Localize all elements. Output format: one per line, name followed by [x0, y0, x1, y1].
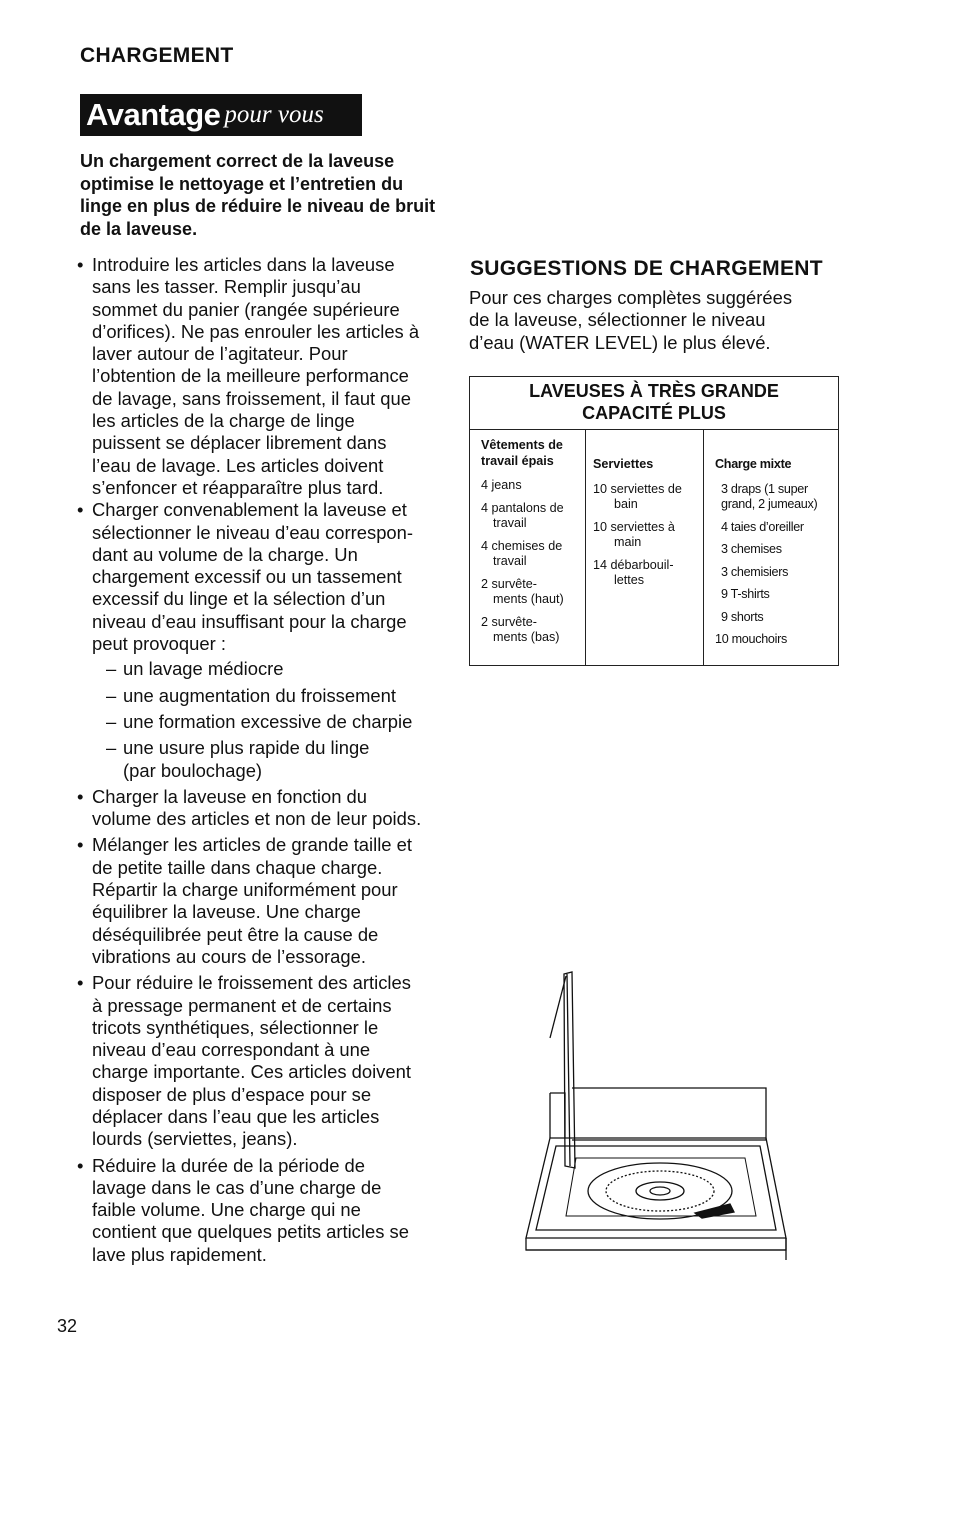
tip-4: • Mélanger les articles de grande taille et de petite taille dans chaque charge. Répartir la charge uniformément pour équilibrer la laveuse. Une charge déséquilibrée peut être la cause de vibrations au cours de l’essorage.	[74, 834, 452, 968]
consequence-3: – une formation excessive de charpie	[74, 711, 452, 733]
table-cell: 9 T-shirts	[721, 587, 770, 601]
table-cell: 10 mouchoirs	[715, 632, 787, 646]
page-number: 32	[57, 1316, 78, 1336]
tip-3: • Charger la laveuse en fonction du volume des articles et non de leur poids.	[74, 786, 452, 831]
table-cell: 4 chemises de travail	[481, 538, 563, 568]
column-header: Serviettes	[593, 457, 654, 471]
section-title: CHARGEMENT	[80, 44, 234, 67]
loading-tips-list	[74, 254, 452, 1266]
table-cell: 4 jeans	[481, 478, 522, 492]
column-header: Vêtements de travail épais	[481, 438, 563, 468]
table-cell: 2 survête- ments (bas)	[481, 614, 560, 644]
consequence-4-cont: (par boulochage)	[123, 759, 263, 781]
column-header: Charge mixte	[715, 457, 792, 471]
table-column-heavy-work-clothes	[481, 438, 581, 653]
tip-5: • Pour réduire le froissement des articles à pressage permanent et de certains tricots synthétiques, sélectionner le niveau d’eau correspondant à une charge importante. Ces articles doivent disposer de plus d’espace pour se déplacer dans l’eau que les articles lourds (serviettes, jeans).	[74, 972, 452, 1150]
advantage-badge	[80, 94, 362, 136]
table-cell: 3 draps (1 super grand, 2 jumeaux)	[721, 481, 818, 511]
tip-6: • Réduire la durée de la période de lavage dans le cas d’une charge de faible volume. Une charge qui ne contient que quelques petits articles se lave plus rapidement.	[74, 1155, 452, 1266]
table-cell: 2 survête- ments (haut)	[481, 576, 564, 606]
lead-paragraph: Un chargement correct de la laveuse optimise le nettoyage et l’entretien du linge en plus de réduire le niveau de bruit de la laveuse.	[80, 151, 436, 239]
suggestions-text: Pour ces charges complètes suggérées de la laveuse, sélectionner le niveau d’eau (WATER LEVEL) le plus élevé.	[469, 287, 793, 353]
table-column-mixed-load	[715, 457, 837, 655]
table-cell: 9 shorts	[721, 609, 764, 624]
table-column-towels	[593, 457, 701, 596]
table-cell: 3 chemisiers	[721, 564, 789, 579]
tip-2: • Charger convenablement la laveuse et sélectionner le niveau d’eau correspon- dant au volume de la charge. Un chargement excessif ou un tassement excessif du linge et la sélection d’un niveau d’eau insuffisant pour la charge peut provoquer :	[74, 499, 452, 655]
suggestions-title: SUGGESTIONS DE CHARGEMENT	[470, 257, 823, 280]
badge-subword: pour vous	[224, 101, 324, 128]
table-divider	[469, 429, 839, 430]
table-column-divider	[585, 429, 586, 666]
washer-open-lid-icon	[520, 968, 790, 1273]
table-cell: 3 chemises	[721, 542, 782, 556]
consequence-2: – une augmentation du froissement	[74, 685, 452, 707]
consequence-1: – un lavage médiocre	[74, 658, 452, 680]
badge-word: Avantage	[86, 97, 221, 132]
consequence-4: – une usure plus rapide du linge	[74, 737, 452, 759]
table-cell: 4 taies d’oreiller	[721, 519, 804, 534]
table-cell: 10 serviettes à main	[593, 519, 675, 549]
table-cell: 10 serviettes de bain	[593, 481, 682, 511]
table-column-divider	[703, 429, 704, 666]
tip-1: • Introduire les articles dans la laveuse sans les tasser. Remplir jusqu’au sommet du panier (rangée supérieure d’orifices). Ne pas enrouler les articles à laver autour de l’agitateur. Pour l’obtention de la meilleure performance de lavage, sans froissement, il faut que les articles de la charge de linge puissent se déplacer librement dans l’eau de lavage. Les articles doivent s’enfoncer et réapparaître plus tard.	[74, 254, 452, 499]
table-cell: 4 pantalons de travail	[481, 500, 564, 530]
table-cell: 14 débarbouil- lettes	[593, 557, 674, 587]
load-table-title: LAVEUSES À TRÈS GRANDE CAPACITÉ PLUS	[529, 381, 779, 423]
